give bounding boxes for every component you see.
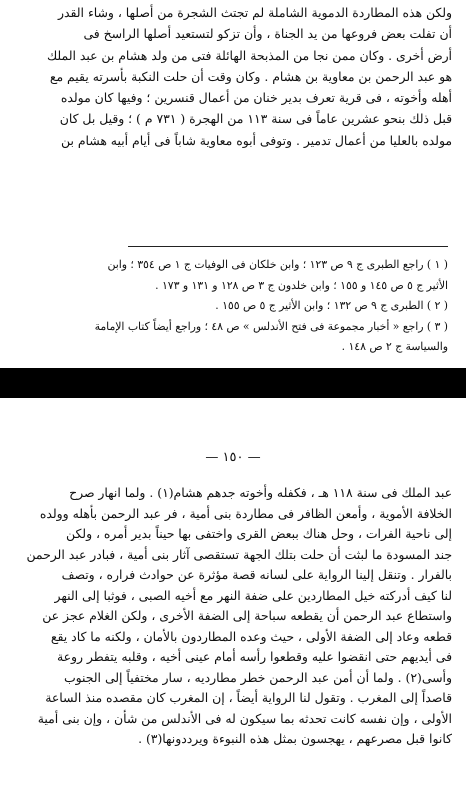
- lower-page: [0, 398, 466, 800]
- lower-body-line: الأولى ، وإن نفسه كانت تحدثه بما سيكون له فى الأندلس من شأن ، وإن بنى أمية: [37, 710, 452, 726]
- footnote-line: الأثير ج ٥ ص ١٤٥ و ١٥٥ ؛ وابن خلدون ج ٣ ص ١٢٨ و ١٣١ و ١٧٣ .: [155, 278, 448, 292]
- lower-body-line: واستطاع عبد الرحمن أن يقطعه سباحة إلى الضفة الأخرى ، ولكن الغلام عجز عن: [42, 608, 452, 623]
- lower-body-line: الخلافة الأموية ، وأمعن الظافر فى مطاردة بنى أمية ، فر عبد الرحمن بأهله وولده: [39, 505, 452, 521]
- upper-page: [0, 0, 466, 368]
- lower-body-line: قطعه وعاد إلى الضفة الأولى ، حيث وعده المطاردون بالأمان ، ولكنه ما كاد يقع: [50, 628, 452, 644]
- page-separator-band: [0, 368, 466, 398]
- footnote-line: ( ٢ ) الطبرى ج ٩ ص ١٣٢ ؛ وابن الأثير ج ٥ ص ١٥٥ .: [215, 299, 448, 312]
- page-number: — ١٥٠ —: [205, 450, 261, 465]
- footnote-line: ( ٣ ) راجع « أخبار مجموعة فى فتح الأندلس » ص ٤٨ ؛ وراجع أيضاً كتاب الإمامة: [94, 319, 448, 333]
- upper-body-text: [12, 2, 452, 151]
- upper-body-line: مولده بالعليا من أعمال تدمير . وتوفى أبوه معاوية شاباً فى أيام أبيه هشام بن: [61, 132, 452, 148]
- lower-body-line: قاصداً إلى المغرب . وتقول لنا الرواية أيضاً ، إن المغرب كان مقصده منذ الساعة: [45, 690, 452, 705]
- lower-body-line: عبد الملك فى سنة ١١٨ هـ ، فكفله وأخوته جدهم هشام(١) . ولما انهار صرح: [69, 485, 452, 500]
- footnote-line: والسياسة ج ٢ ص ١٤٨ .: [341, 340, 448, 353]
- upper-body-line: ولكن هذه المطاردة الدموية الشاملة لم تجتث الشجرة من أصلها ، وشاء القدر: [58, 5, 452, 20]
- lower-body-line: فى أيديهم حتى انقضوا عليه وقطعوا رأسه أمام عينى أخيه ، وقلبه يتفطر روعة: [56, 649, 452, 664]
- upper-body-line: هو عبد الرحمن بن معاوية بن هشام . وكان وقت أن حلت النكبة بأسرته يقيم مع: [49, 68, 452, 84]
- lower-body-line: جند المسودة ما لبثت أن حلت بتلك الجهة تستقصى آثار بنى أمية ، فبادر عبد الرحمن: [26, 546, 452, 562]
- lower-body-line: وأسى(٢) . ولما أن أمن عبد الرحمن خطر مطارديه ، سار مختفياً إلى الجنوب: [63, 669, 452, 685]
- lower-body-line: إلى ناحية الفرات ، وحل هناك ببعض القرى واختفى بها حيناً بدير أمره ، ولكن: [66, 526, 452, 541]
- upper-body-line: أرض أخرى . وكان ممن نجا من المذبحة الهائلة فتى من ولد هشام بن عبد الملك: [46, 47, 452, 63]
- lower-body-line: لنا كيف أدركته خيل المطاردين على ضفة النهر مع أخيه الصبى ، فوثبا إلى النهر: [54, 587, 452, 603]
- upper-body-line: أن تفلت بعض فروعها من يد الجناة ، وأن تزكو لتستعيد أصلها الراسخ فى: [83, 26, 452, 42]
- upper-body-line: أهله وأخوته ، فى قرية تعرف بدير خنان من أعمال قنسرين ؛ وفيها كان مولده: [60, 90, 452, 106]
- lower-body-line: بالفرار . وتنقل إلينا الرواية على لسانه قصة مؤثرة عن حوادث فراره ، وتصف: [61, 567, 452, 582]
- footnote-divider: [128, 246, 448, 247]
- footnote-line: ( ١ ) راجع الطبرى ج ٩ ص ١٢٣ ؛ وابن خلكان فى الوفيات ج ١ ص ٣٥٤ ؛ وابن: [107, 258, 448, 271]
- lower-body-line: كانوا قبل مصرعهم ، يهجسون بمثل هذه النبوءة ويرددونها(٣) .: [138, 731, 452, 746]
- lower-body-text: [12, 483, 452, 750]
- upper-body-line: قبل ذلك بنحو عشرين عاماً فى سنة ١١٣ من الهجرة ( ٧٣١ م ) ؛ وقيل بل كان: [59, 111, 452, 127]
- footnotes: [18, 255, 448, 358]
